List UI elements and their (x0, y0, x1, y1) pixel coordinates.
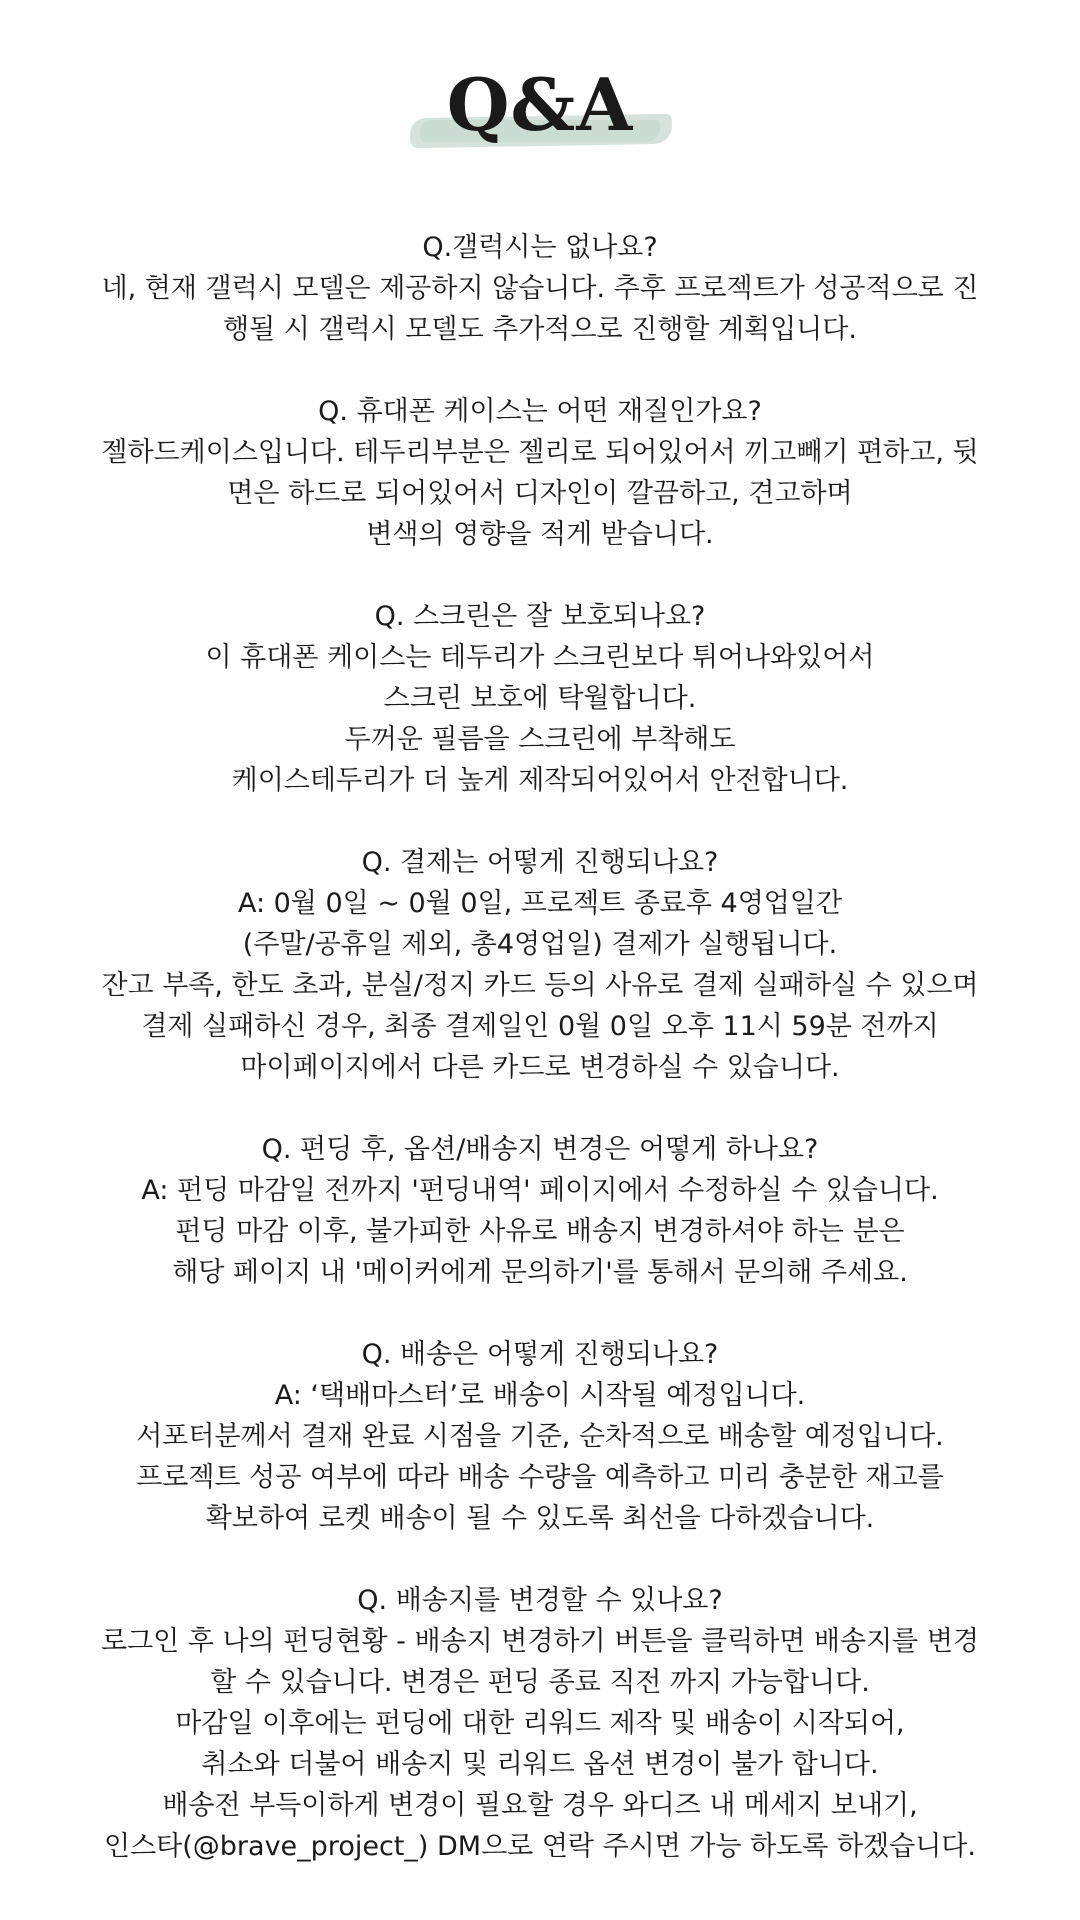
qa-item (40, 1334, 1040, 1539)
qa-answer-line: (주말/공휴일 제외, 총4영업일) 결제가 실행됩니다. (242, 929, 838, 960)
qa-answer-line: 해당 페이지 내 '메이커에게 문의하기'를 통해서 문의해 주세요. (172, 1257, 908, 1288)
qa-answer-line: 확보하여 로켓 배송이 될 수 있도록 최선을 다하겠습니다. (205, 1503, 875, 1534)
qa-answer-line: 로그인 후 나의 펀딩현황 - 배송지 변경하기 버튼을 클릭하면 배송지를 변경 (100, 1626, 980, 1657)
qa-answer-line: 배송전 부득이하게 변경이 필요할 경우 와디즈 내 메세지 보내기, (162, 1790, 918, 1821)
qa-answer-line: 인스타(@brave_project_) DM으로 연락 주시면 가능 하도록 하겠습니다. (104, 1831, 976, 1862)
qa-question: Q. 결제는 어떻게 진행되나요? (361, 847, 719, 878)
qa-question: Q. 펀딩 후, 옵션/배송지 변경은 어떻게 하나요? (261, 1134, 819, 1165)
qa-question: Q. 스크린은 잘 보호되나요? (374, 601, 706, 632)
qa-item (40, 1580, 1040, 1867)
qa-question: Q. 배송지를 변경할 수 있나요? (357, 1585, 723, 1616)
qa-answer-line: 마이페이지에서 다른 카드로 변경하실 수 있습니다. (240, 1052, 840, 1083)
qa-answer-line: 변색의 영향을 적게 받습니다. (366, 519, 714, 550)
qa-answer-line: 결제 실패하신 경우, 최종 결제일인 0월 0일 오후 11시 59분 전까지 (141, 1011, 939, 1042)
qa-question: Q. 휴대폰 케이스는 어떤 재질인가요? (318, 396, 762, 427)
qa-answer-line: 행될 시 갤럭시 모델도 추가적으로 진행할 계획입니다. (223, 314, 857, 345)
qa-answer-line: A: 펀딩 마감일 전까지 '펀딩내역' 페이지에서 수정하실 수 있습니다. (141, 1175, 939, 1206)
page-title: Q&A (446, 62, 634, 147)
qa-answer-line: 취소와 더불어 배송지 및 리워드 옵션 변경이 불가 합니다. (201, 1749, 879, 1780)
qa-item (40, 391, 1040, 555)
qa-item (40, 227, 1040, 350)
qa-question: Q.갤럭시는 없나요? (422, 232, 658, 263)
qa-answer-line: A: ‘택배마스터’로 배송이 시작될 예정입니다. (274, 1380, 806, 1411)
qa-answer-line: 이 휴대폰 케이스는 테두리가 스크린보다 튀어나와있어서 (205, 642, 875, 673)
qa-answer-line: 서포터분께서 결재 완료 시점을 기준, 순차적으로 배송할 예정입니다. (136, 1421, 944, 1452)
qa-question: Q. 배송은 어떻게 진행되나요? (361, 1339, 719, 1370)
qa-list (40, 227, 1040, 1908)
qa-answer-line: A: 0월 0일 ~ 0월 0일, 프로젝트 종료후 4영업일간 (237, 888, 843, 919)
qa-answer-line: 면은 하드로 되어있어서 디자인이 깔끔하고, 견고하며 (227, 478, 853, 509)
qa-answer-line: 두꺼운 필름을 스크린에 부착해도 (344, 724, 736, 755)
qa-answer-line: 네, 현재 갤럭시 모델은 제공하지 않습니다. 추후 프로젝트가 성공적으로 진 (101, 273, 979, 304)
qa-item (40, 1129, 1040, 1293)
qa-answer-line: 할 수 있습니다. 변경은 펀딩 종료 직전 까지 가능합니다. (210, 1667, 870, 1698)
qa-item (40, 596, 1040, 801)
qa-answer-line: 잔고 부족, 한도 초과, 분실/정지 카드 등의 사유로 결제 실패하실 수 있으며 (101, 970, 979, 1001)
qa-answer-line: 스크린 보호에 탁월합니다. (383, 683, 697, 714)
qa-answer-line: 케이스테두리가 더 높게 제작되어있어서 안전합니다. (231, 765, 849, 796)
qa-answer-line: 프로젝트 성공 여부에 따라 배송 수량을 예측하고 미리 충분한 재고를 (136, 1462, 944, 1493)
title-area (0, 60, 1080, 160)
qa-answer-line: 마감일 이후에는 펀딩에 대한 리워드 제작 및 배송이 시작되어, (175, 1708, 905, 1739)
qa-answer-line: 젤하드케이스입니다. 테두리부분은 젤리로 되어있어서 끼고빼기 편하고, 뒷 (101, 437, 979, 468)
qa-item (40, 842, 1040, 1088)
qa-answer-line: 펀딩 마감 이후, 불가피한 사유로 배송지 변경하셔야 하는 분은 (175, 1216, 905, 1247)
